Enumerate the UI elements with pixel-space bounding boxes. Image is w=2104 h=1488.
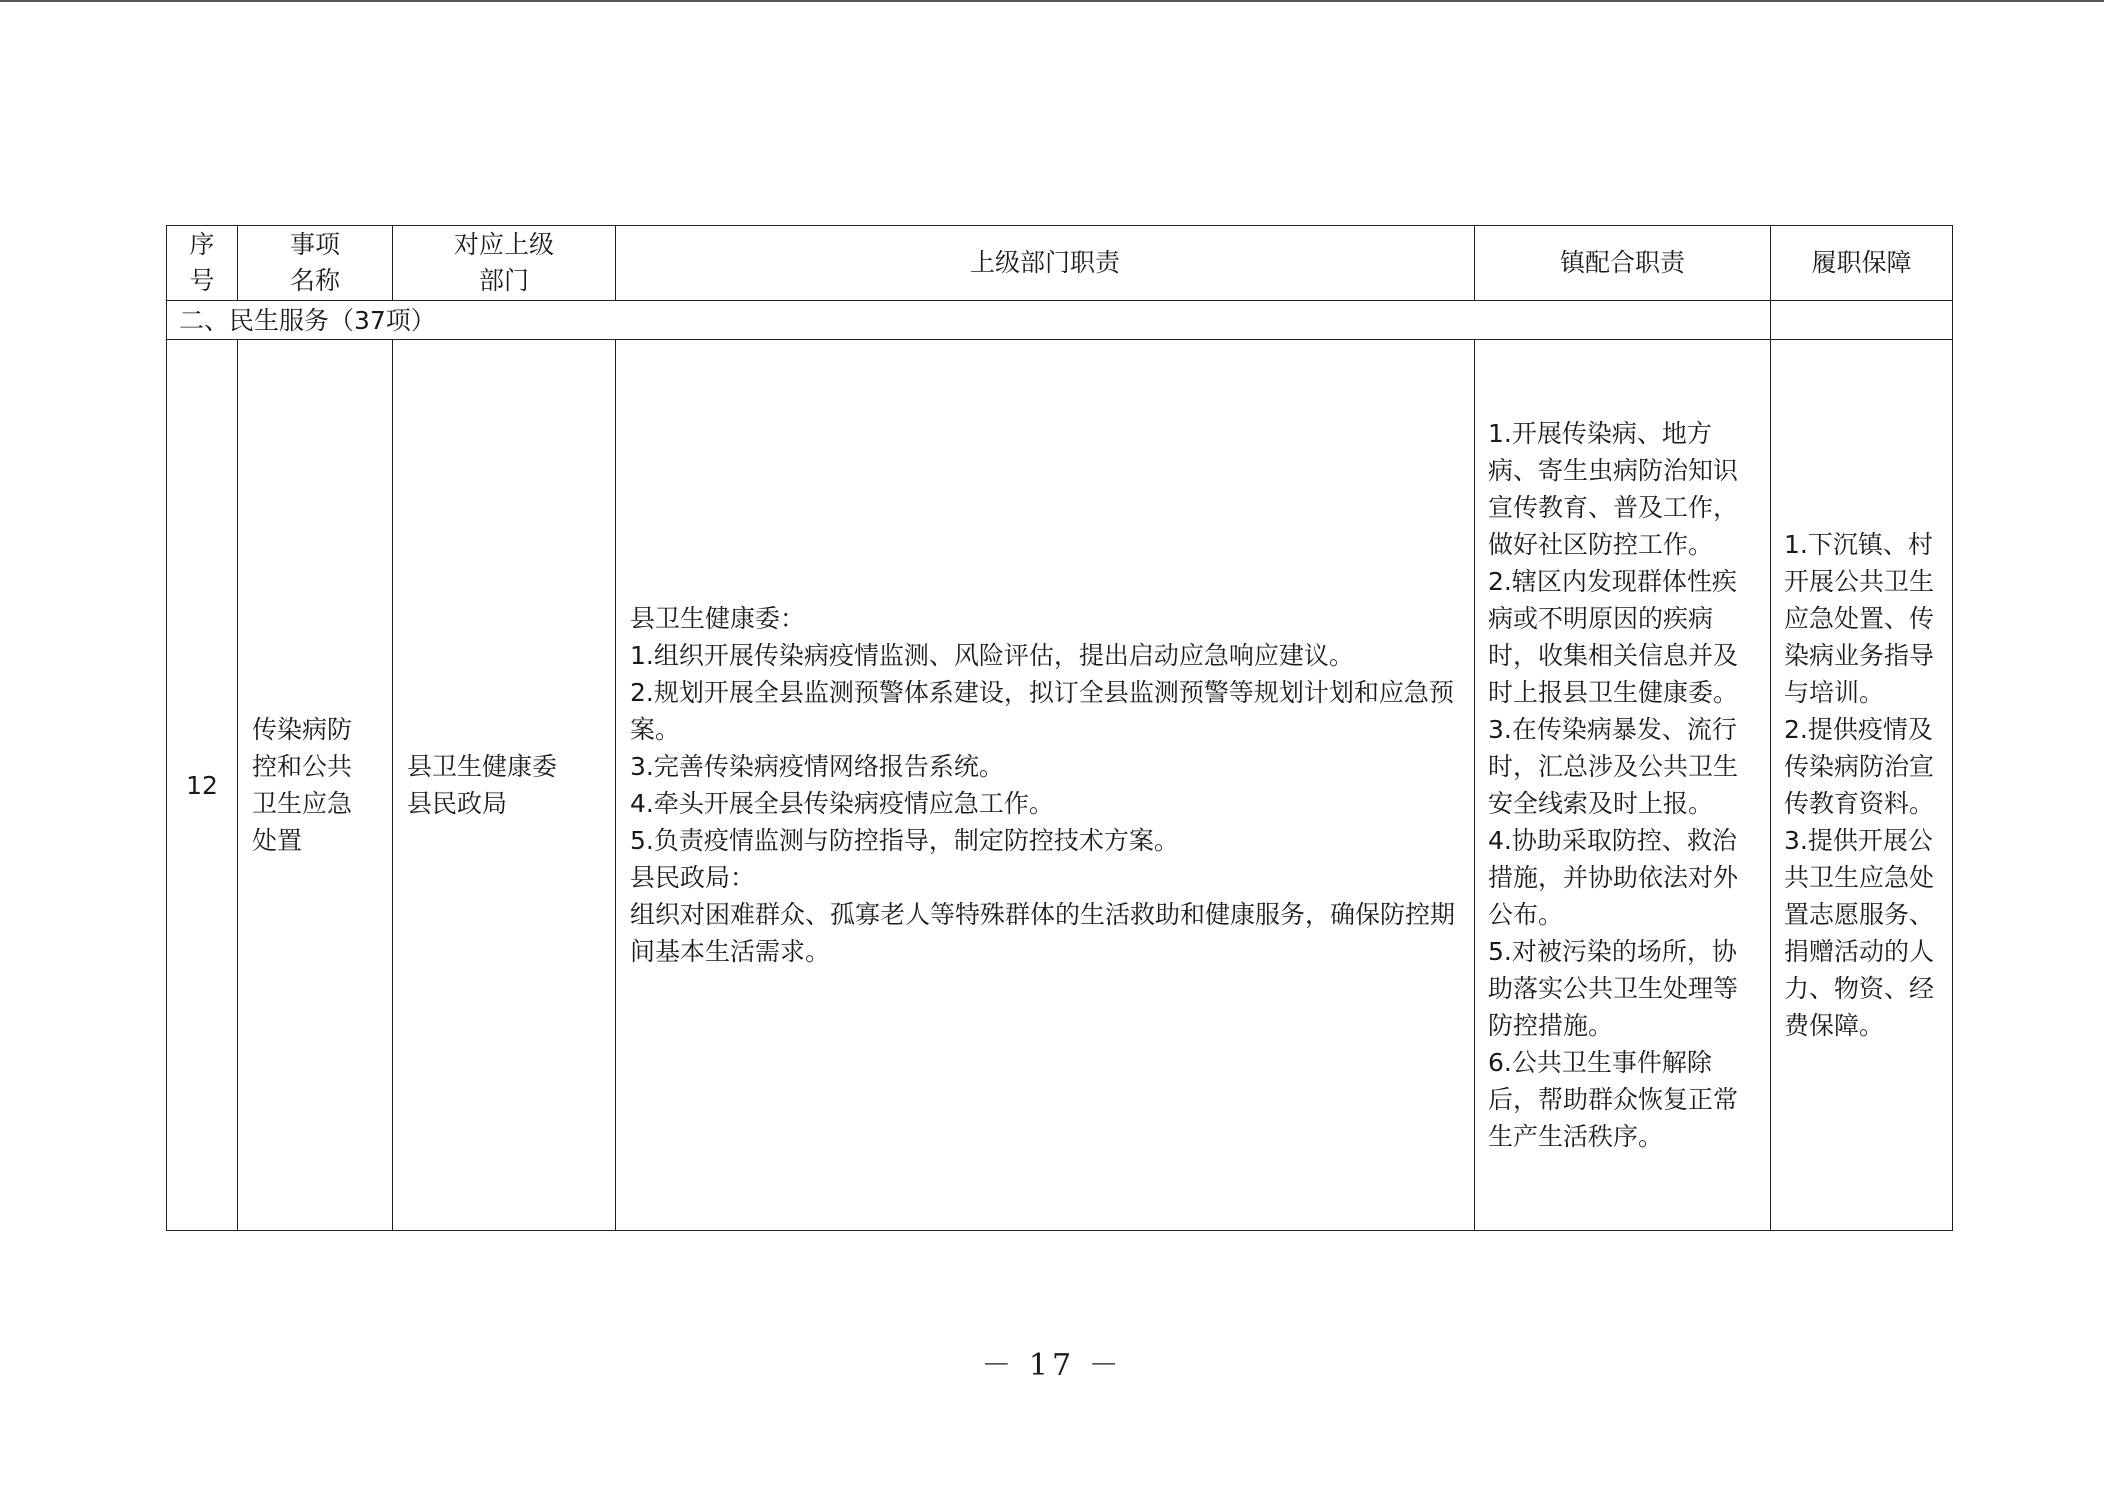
- header-higher-duties: 上级部门职责: [616, 226, 1475, 301]
- duty-table: [166, 225, 1953, 1231]
- section-row: [167, 301, 1953, 340]
- row-item-name: 传染病防 控和公共 卫生应急 处置: [238, 340, 393, 1231]
- top-border-rule: [0, 0, 2104, 2]
- row-higher-dept: 县卫生健康委 县民政局: [393, 340, 616, 1231]
- row-guarantee: 1.下沉镇、村开展公共卫生应急处置、传染病业务指导与培训。 2.提供疫情及传染病防治宣传教育资料。 3.提供开展公共卫生应急处置志愿服务、捐赠活动的人力、物资、经费保障。: [1771, 340, 1953, 1231]
- header-higher-dept: 对应上级 部门: [393, 226, 616, 301]
- header-seq: 序 号: [167, 226, 238, 301]
- section-empty-cell: [1771, 301, 1953, 340]
- section-title: 二、民生服务（37项）: [167, 301, 1771, 340]
- row-higher-duties: 县卫生健康委： 1.组织开展传染病疫情监测、风险评估，提出启动应急响应建议。 2.规划开展全县监测预警体系建设，拟订全县监测预警等规划计划和应急预案。 3.完善传染病疫情网络报告系统。 4.牵头开展全县传染病疫情应急工作。 5.负责疫情监测与防控指导，制定防控技术方案。 县民政局： 组织对困难群众、孤寡老人等特殊群体的生活救助和健康服务，确保防控期间基本生活需求。: [616, 340, 1475, 1231]
- table-row: [167, 340, 1953, 1231]
- header-item-name: 事项 名称: [238, 226, 393, 301]
- page-number: － 17 －: [981, 1348, 1123, 1383]
- row-seq: 12: [167, 340, 238, 1231]
- header-guarantee: 履职保障: [1771, 226, 1953, 301]
- table-header-row: [167, 226, 1953, 301]
- row-town-duties: 1.开展传染病、地方病、寄生虫病防治知识宣传教育、普及工作，做好社区防控工作。 2.辖区内发现群体性疾病或不明原因的疾病时，收集相关信息并及时上报县卫生健康委。 3.在传染病暴发、流行时，汇总涉及公共卫生安全线索及时上报。 4.协助采取防控、救治措施，并协助依法对外公布。 5.对被污染的场所，协助落实公共卫生处理等防控措施。 6.公共卫生事件解除后，帮助群众恢复正常生产生活秩序。: [1475, 340, 1771, 1231]
- header-town-duties: 镇配合职责: [1475, 226, 1771, 301]
